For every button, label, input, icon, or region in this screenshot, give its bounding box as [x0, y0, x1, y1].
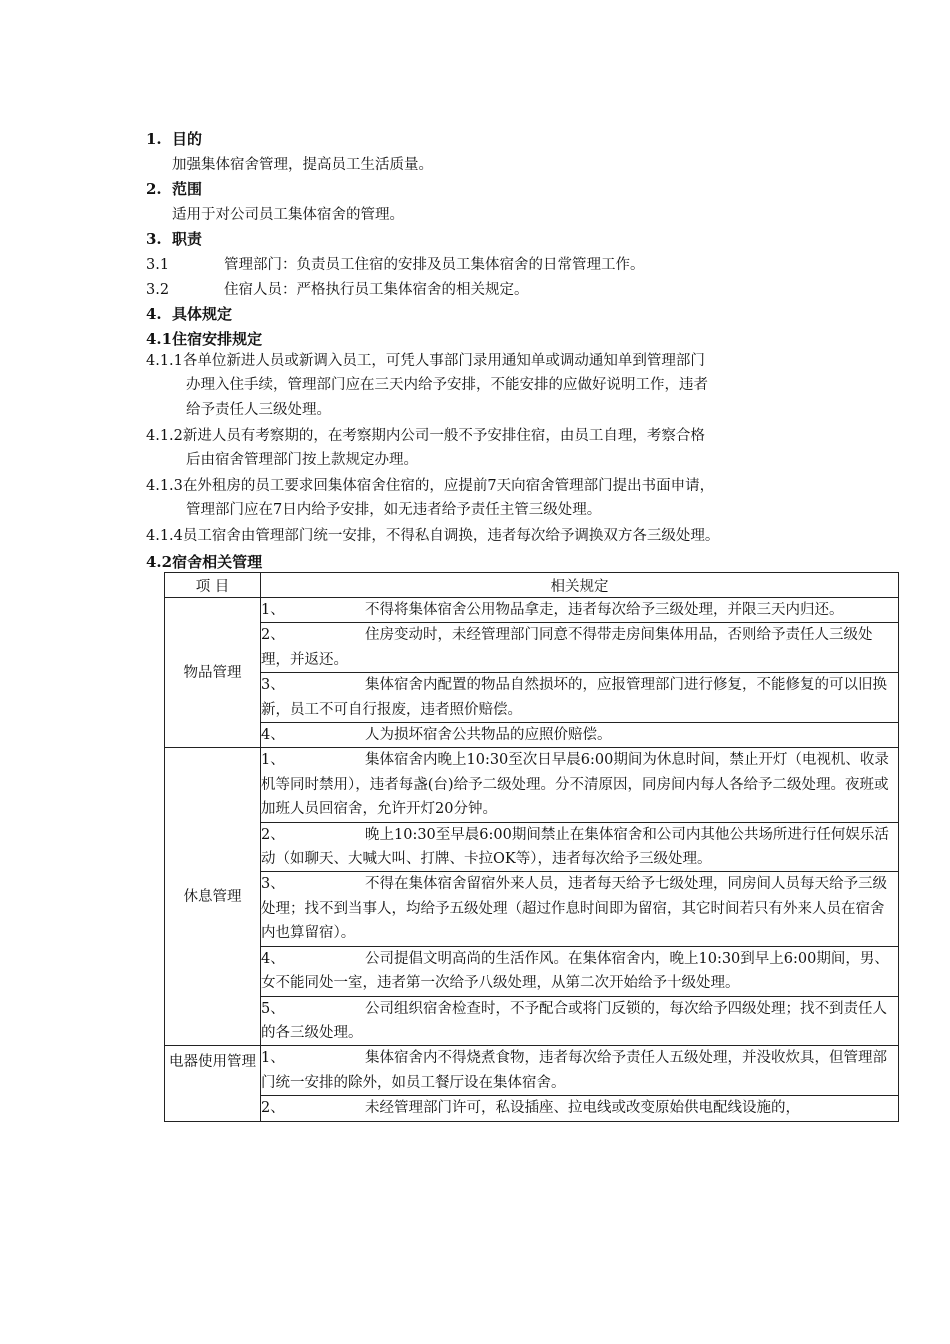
section-4-2-heading: 4.2宿舍相关管理	[146, 553, 263, 571]
table-row	[165, 723, 899, 748]
section-1-heading: 1. 目的	[146, 130, 203, 148]
table-row	[165, 673, 899, 723]
duty-item: 3.1 管理部门：负责员工住宿的安排及员工集体宿舍的日常管理工作。	[146, 257, 645, 273]
section-2-heading: 2. 范围	[146, 180, 203, 198]
rule-cell: 4、 公司提倡文明高尚的生活作风。在集体宿舍内，晚上10:30到早上6:00期间，男、女不能同处一室，违者第一次给予八级处理，从第二次开始给予十级处理。	[261, 946, 899, 996]
category-cell: 休息管理	[165, 748, 261, 1046]
rule-cell: 4、 人为损坏宿舍公共物品的应照价赔偿。	[261, 723, 899, 748]
table-row	[165, 1046, 899, 1096]
duty-item: 3.2 住宿人员：严格执行员工集体宿舍的相关规定。	[146, 282, 529, 298]
table-row	[165, 1096, 899, 1121]
rule-cell: 5、 公司组织宿舍检查时，不予配合或将门反锁的，每次给予四级处理；找不到责任人的各三级处理。	[261, 996, 899, 1046]
table-row	[165, 748, 899, 822]
section-4-1-heading: 4.1住宿安排规定	[146, 330, 263, 348]
table-row	[165, 822, 899, 872]
rule-cell: 2、 住房变动时，未经管理部门同意不得带走房间集体用品，否则给予责任人三级处理，并返还。	[261, 623, 899, 673]
table-row	[165, 623, 899, 673]
section-2-body: 适用于对公司员工集体宿舍的管理。	[172, 207, 404, 223]
section-3-heading: 3. 职责	[146, 230, 203, 248]
dormitory-rules-table	[164, 572, 899, 1122]
lodging-rule-item: 4.1.1各单位新进人员或新调入员工，可凭人事部门录用通知单或调动通知单到管理部门 办理入住手续，管理部门应在三天内给予安排，不能安排的应做好说明工作，违者 给予责任人三级处理。	[146, 353, 708, 418]
lodging-rule-item: 4.1.2新进人员有考察期的，在考察期内公司一般不予安排住宿，由员工自理，考察合格 后由宿舍管理部门按上款规定办理。	[146, 428, 705, 469]
rule-cell: 2、 晚上10:30至早晨6:00期间禁止在集体宿舍和公司内其他公共场所进行任何娱乐活动（如聊天、大喊大叫、打牌、卡拉OK等），违者每次给予三级处理。	[261, 822, 899, 872]
table-row	[165, 872, 899, 946]
category-cell: 物品管理	[165, 598, 261, 748]
table-row	[165, 946, 899, 996]
rule-cell: 1、 集体宿舍内晚上10:30至次日早晨6:00期间为休息时间，禁止开灯（电视机、收录机等同时禁用），违者每盏(台)给予二级处理。分不清原因，同房间内每人各给予二级处理。夜班或加班人员回宿舍，允许开灯20分钟。	[261, 748, 899, 822]
rule-cell: 1、 不得将集体宿舍公用物品拿走，违者每次给予三级处理，并限三天内归还。	[261, 598, 899, 623]
rule-cell: 2、 未经管理部门许可，私设插座、拉电线或改变原始供电配线设施的，	[261, 1096, 899, 1121]
table-row	[165, 996, 899, 1046]
section-1-body: 加强集体宿舍管理，提高员工生活质量。	[172, 157, 433, 173]
rule-cell: 3、 不得在集体宿舍留宿外来人员，违者每天给予七级处理，同房间人员每天给予三级处理；找不到当事人，均给予五级处理（超过作息时间即为留宿，其它时间若只有外来人员在宿舍内也算留宿）。	[261, 872, 899, 946]
lodging-rule-item: 4.1.4员工宿舍由管理部门统一安排，不得私自调换，违者每次给予调换双方各三级处理。	[146, 528, 720, 544]
section-4-heading: 4. 具体规定	[146, 305, 233, 323]
lodging-rule-item: 4.1.3在外租房的员工要求回集体宿舍住宿的，应提前7天向宿舍管理部门提出书面申请， 管理部门应在7日内给予安排，如无违者给予责任主管三级处理。	[146, 478, 715, 519]
category-cell: 电器使用管理	[165, 1046, 261, 1121]
table-header-row	[165, 573, 899, 598]
header-item: 项 目	[165, 573, 261, 598]
rule-cell: 3、 集体宿舍内配置的物品自然损坏的，应报管理部门进行修复，不能修复的可以旧换新，员工不可自行报废，违者照价赔偿。	[261, 673, 899, 723]
header-rules: 相关规定	[261, 573, 899, 598]
rule-cell: 1、 集体宿舍内不得烧煮食物，违者每次给予责任人五级处理，并没收炊具，但管理部门统一安排的除外，如员工餐厅设在集体宿舍。	[261, 1046, 899, 1096]
table-row	[165, 598, 899, 623]
